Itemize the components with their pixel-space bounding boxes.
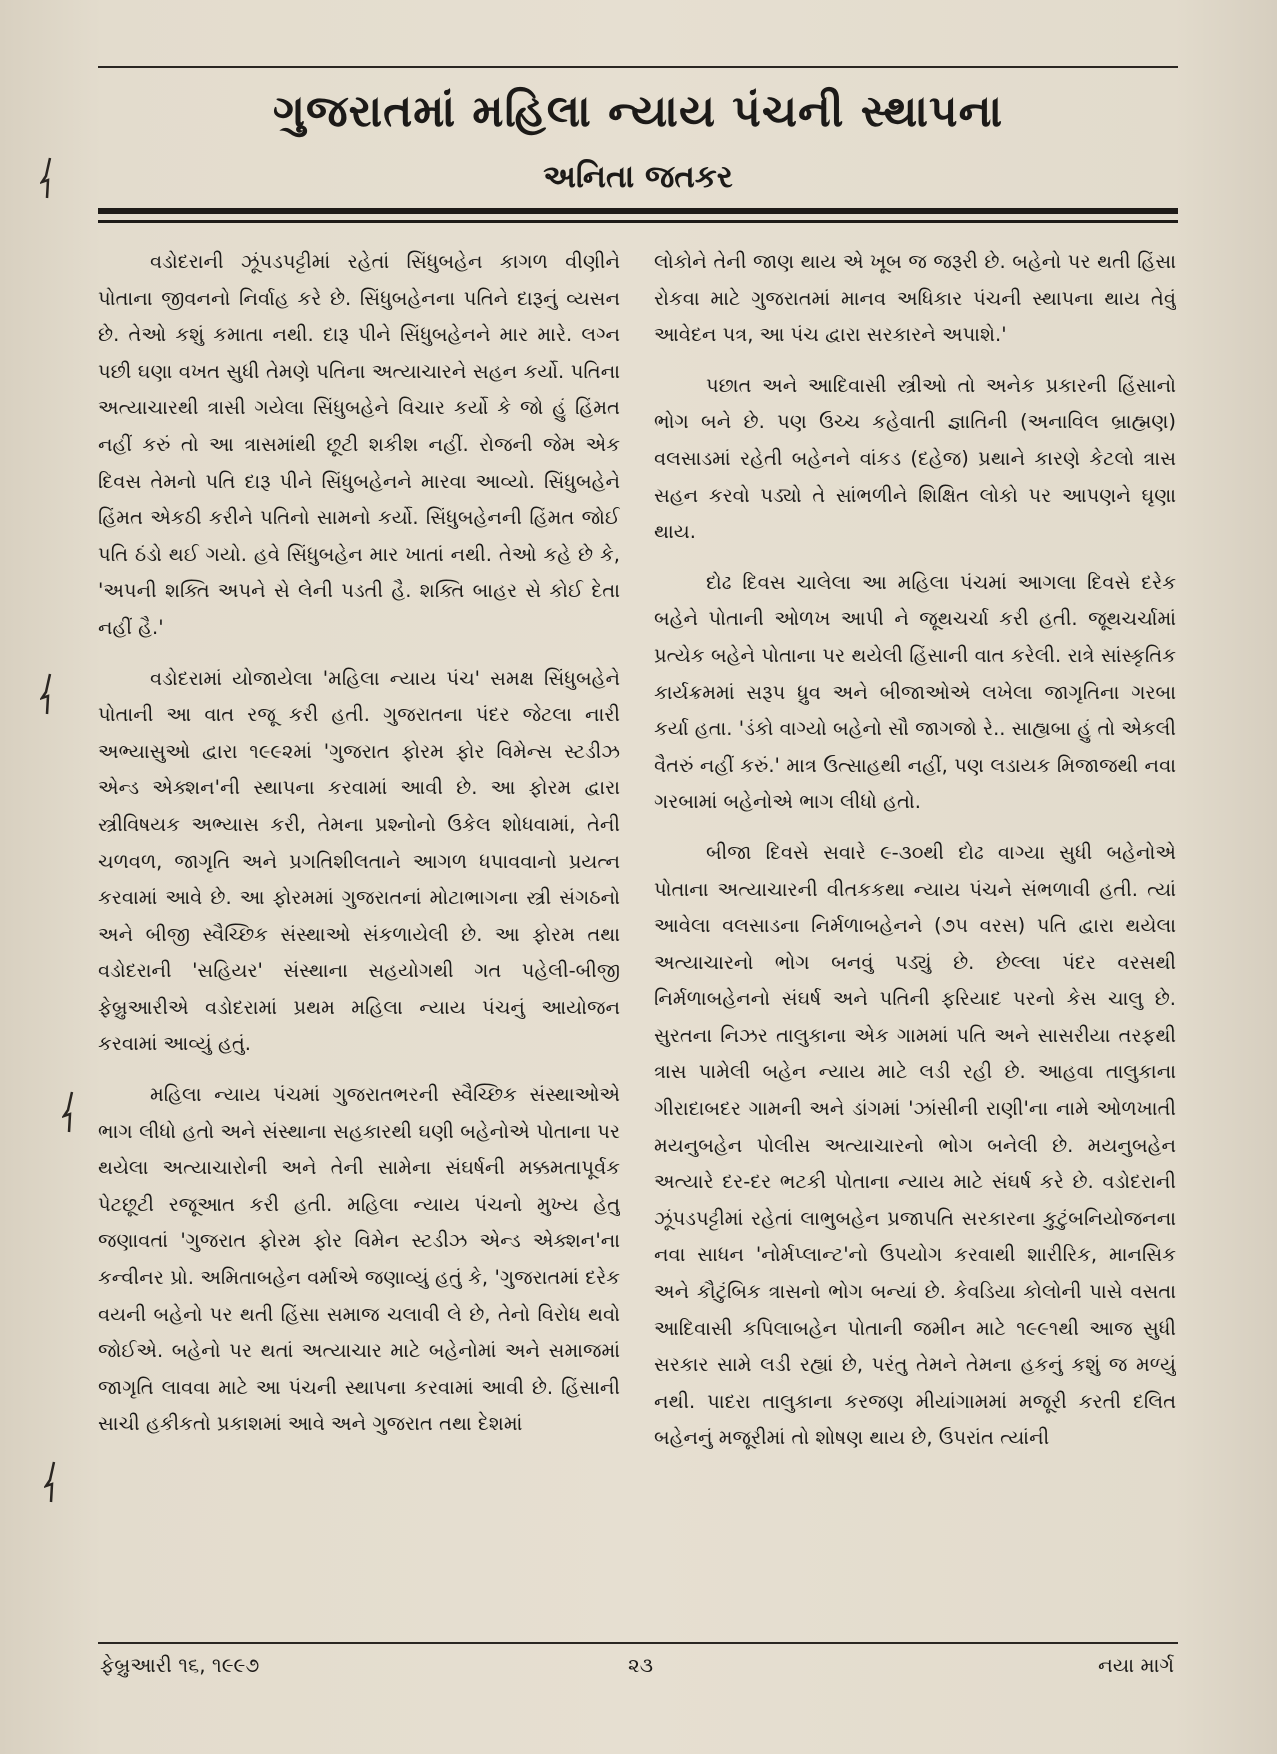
article-title: ગુજરાતમાં મહિલા ન્યાય પંચની સ્થાપના [272, 86, 1004, 137]
binding-mark [40, 156, 56, 200]
binding-mark [62, 1090, 78, 1134]
paragraph: પછાત અને આદિવાસી સ્ત્રીઓ તો અનેક પ્રકારની હિંસાનો ભોગ બને છે. પણ ઉચ્ચ કહેવાતી જ્ઞાતિની (અનાવિલ બ્રાહ્મણ) વલસાડમાં રહેતી બહેનને વાંકડ (દહેજ) પ્રથાને કારણે કેટલો ત્રાસ સહન કરવો પડ્યો તે સાંભળીને શિક્ષિત લોકો પર આપણને ઘૃણા થાય. [654, 373, 1176, 544]
header-divider-thin [98, 220, 1178, 223]
header-divider-thick [98, 208, 1178, 214]
footer-date: ફેબ્રુઆરી ૧૬, ૧૯૯૭ [100, 1653, 260, 1677]
binding-mark [44, 1460, 60, 1504]
paragraph: વડોદરામાં યોજાયેલા 'મહિલા ન્યાય પંચ' સમક્ષ સિંધુબહેને પોતાની આ વાત રજૂ કરી હતી. ગુજરાતના પંદર જેટલા નારી અભ્યાસુઓ દ્વારા ૧૯૯૨માં 'ગુજરાત ફોરમ ફોર વિમેન્સ સ્ટડીઝ એન્ડ એક્શન'ની સ્થાપના કરવામાં આવી છે. આ ફોરમ દ્વારા સ્ત્રીવિષયક અભ્યાસ કરી, તેમના પ્રશ્નોનો ઉકેલ શોધવામાં, તેની ચળવળ, જાગૃતિ અને પ્રગતિશીલતાને આગળ ધપાવવાનો પ્રયત્ન કરવામાં આવે છે. આ ફોરમમાં ગુજરાતનાં મોટાભાગના સ્ત્રી સંગઠનો અને બીજી સ્વૈચ્છિક સંસ્થાઓ સંકળાયેલી છે. આ ફોરમ તથા વડોદરાની 'સહિયર' સંસ્થાના સહયોગથી ગત પહેલી-બીજી ફેબ્રુઆરીએ વડોદરામાં પ્રથમ મહિલા ન્યાય પંચનું આયોજન કરવામાં આવ્યું હતું. [98, 666, 620, 1056]
article-author: અનિતા જતકર [543, 159, 733, 195]
top-rule [98, 66, 1178, 68]
paragraph: બીજા દિવસે સવારે ૯-૩૦થી દોઢ વાગ્યા સુધી બહેનોએ પોતાના અત્યાચારની વીતકકથા ન્યાય પંચને સંભળાવી હતી. ત્યાં આવેલા વલસાડના નિર્મળાબહેનને (૭૫ વરસ) પતિ દ્વારા થયેલા અત્યાચારનો ભોગ બનવું પડ્યું છે. છેલ્લા પંદર વરસથી નિર્મળાબહેનનો સંઘર્ષ અને પતિની ફરિયાદ પરનો કેસ ચાલુ છે. સુરતના નિઝર તાલુકાના એક ગામમાં પતિ અને સાસરીયા તરફથી ત્રાસ પામેલી બહેન ન્યાય માટે લડી રહી છે. આહવા તાલુકાના ગીરાદાબદર ગામની અને ડાંગમાં 'ઝાંસીની રાણી'ના નામે ઓળખાતી મયનુબહેન પોલીસ અત્યાચારનો ભોગ બનેલી છે. મયનુબહેન અત્યારે દર-દર ભટકી પોતાના ન્યાય માટે સંઘર્ષ કરે છે. વડોદરાની ઝૂંપડપટ્ટીમાં રહેતાં લાભુબહેન પ્રજાપતિ સરકારના કુટુંબનિયોજનના નવા સાધન 'નોર્મપ્લાન્ટ'નો ઉપયોગ કરવાથી શારીરિક, માનસિક અને કૌટુંબિક ત્રાસનો ભોગ બન્યાં છે. કેવડિયા કોલોની પાસે વસતા આદિવાસી કપિલાબહેન પોતાની જમીન માટે ૧૯૯૧થી આજ સુધી સરકાર સામે લડી રહ્યાં છે, પરંતુ તેમને તેમના હકનું કશું જ મળ્યું નથી. પાદરા તાલુકાના કરજણ મીયાંગામમાં મજૂરી કરતી દલિત બહેનનું મજૂરીમાં તો શોષણ થાય છે, ઉપરાંત ત્યાંની [654, 840, 1176, 1450]
page-number: ૨૩ [628, 1653, 654, 1677]
paragraph: વડોદરાની ઝૂંપડપટ્ટીમાં રહેતાં સિંધુબહેન કાગળ વીણીને પોતાના જીવનનો નિર્વાહ કરે છે. સિંધુબહેનના પતિને દારૂનું વ્યસન છે. તેઓ કશું કમાતા નથી. દારૂ પીને સિંધુબહેનને માર મારે. લગ્ન પછી ઘણા વખત સુધી તેમણે પતિના અત્યાચારને સહન કર્યો. પતિના અત્યાચારથી ત્રાસી ગયેલા સિંધુબહેને વિચાર કર્યો કે જો હું હિંમત નહીં કરું તો આ ત્રાસમાંથી છૂટી શકીશ નહીં. રોજની જેમ એક દિવસ તેમનો પતિ દારૂ પીને સિંધુબહેનને મારવા આવ્યો. સિંધુબહેને હિંમત એકઠી કરીને પતિનો સામનો કર્યો. સિંધુબહેનની હિંમત જોઈ પતિ ઠંડો થઈ ગયો. હવે સિંધુબહેન માર ખાતાં નથી. તેઓ કહે છે કે, 'અપની શક્તિ અપને સે લેની પડતી હૈ. શક્તિ બાહર સે કોઈ દેતા નહીં હૈ.' [98, 250, 620, 639]
magazine-name: નયા માર્ગ [1098, 1653, 1175, 1677]
binding-mark [40, 672, 56, 716]
footer-rule [98, 1642, 1178, 1644]
right-column [654, 244, 1176, 1634]
left-column [98, 244, 620, 1634]
paragraph: લોકોને તેની જાણ થાય એ ખૂબ જ જરૂરી છે. બહેનો પર થતી હિંસા રોકવા માટે ગુજરાતમાં માનવ અધિકાર પંચની સ્થાપના થાય તેવું આવેદન પત્ર, આ પંચ દ્વારા સરકારને અપાશે.' [654, 250, 1176, 347]
paragraph: દોઢ દિવસ ચાલેલા આ મહિલા પંચમાં આગલા દિવસે દરેક બહેને પોતાની ઓળખ આપી ને જૂથચર્ચા કરી હતી. જૂથચર્ચામાં પ્રત્યેક બહેને પોતાના પર થયેલી હિંસાની વાત કરેલી. રાત્રે સાંસ્કૃતિક કાર્યક્રમમાં સરૂપ ધ્રુવ અને બીજાઓએ લખેલા જાગૃતિના ગરબા કર્યા હતા. 'ડંકો વાગ્યો બહેનો સૌ જાગજો રે.. સાહ્યબા હું તો એકલી વૈતરું નહીં કરું.' માત્ર ઉત્સાહથી નહીં, પણ લડાયક મિજાજથી નવા ગરબામાં બહેનોએ ભાગ લીધો હતો. [654, 570, 1176, 814]
paragraph: મહિલા ન્યાય પંચમાં ગુજરાતભરની સ્વૈચ્છિક સંસ્થાઓએ ભાગ લીધો હતો અને સંસ્થાના સહકારથી ઘણી બહેનોએ પોતાના પર થયેલા અત્યાચારોની અને તેની સામેના સંઘર્ષની મક્કમતાપૂર્વક પેટછૂટી રજૂઆત કરી હતી. મહિલા ન્યાય પંચનો મુખ્ય હેતુ જણાવતાં 'ગુજરાત ફોરમ ફોર વિમેન સ્ટડીઝ એન્ડ એક્શન'ના કન્વીનર પ્રો. અમિતાબહેન વર્માએ જણાવ્યું હતું કે, 'ગુજરાતમાં દરેક વયની બહેનો પર થતી હિંસા સમાજ ચલાવી લે છે, તેનો વિરોધ થવો જોઈએ. બહેનો પર થતાં અત્યાચાર માટે બહેનોમાં અને સમાજમાં જાગૃતિ લાવવા માટે આ પંચની સ્થાપના કરવામાં આવી છે. હિંસાની સાચી હકીકતો પ્રકાશમાં આવે અને ગુજરાત તથા દેશમાં [98, 1083, 620, 1436]
